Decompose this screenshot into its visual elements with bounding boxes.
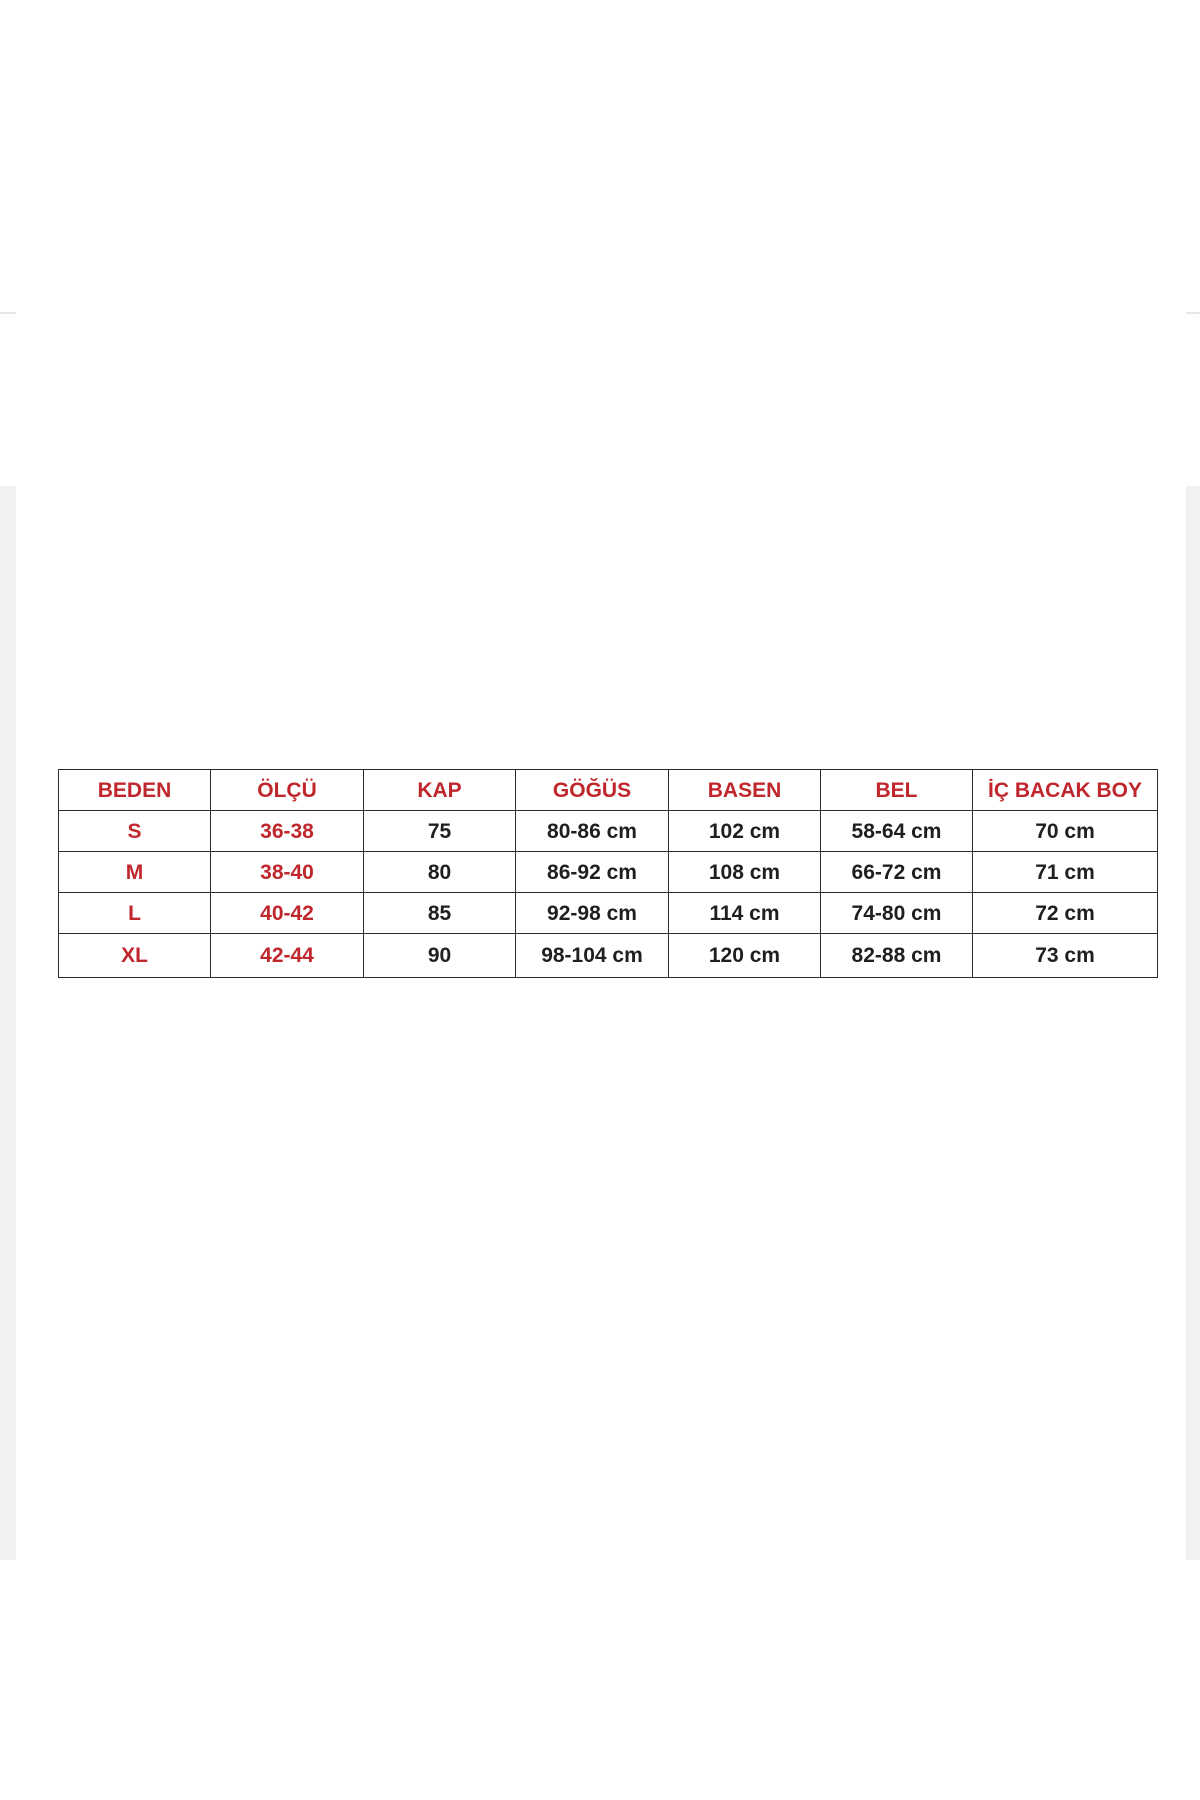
- cell-basen: 120 cm: [669, 934, 821, 978]
- cell-bel: 74-80 cm: [821, 893, 973, 934]
- cell-size: L: [59, 893, 211, 934]
- document-left-edge: [0, 486, 16, 1560]
- cell-kap: 85: [364, 893, 516, 934]
- cell-olcu: 40-42: [211, 893, 364, 934]
- header-olcu: ÖLÇÜ: [211, 770, 364, 811]
- table-row: [59, 852, 1158, 893]
- cell-kap: 80: [364, 852, 516, 893]
- cell-olcu: 36-38: [211, 811, 364, 852]
- header-bel: BEL: [821, 770, 973, 811]
- header-ic-bacak-boy: İÇ BACAK BOY: [973, 770, 1158, 811]
- cell-bel: 66-72 cm: [821, 852, 973, 893]
- cell-bel: 82-88 cm: [821, 934, 973, 978]
- cell-basen: 108 cm: [669, 852, 821, 893]
- cell-gogus: 80-86 cm: [516, 811, 669, 852]
- cell-ic-bacak-boy: 70 cm: [973, 811, 1158, 852]
- document-sheet: [16, 486, 1186, 1560]
- cell-ic-bacak-boy: 73 cm: [973, 934, 1158, 978]
- cell-gogus: 92-98 cm: [516, 893, 669, 934]
- cell-size: S: [59, 811, 211, 852]
- cell-gogus: 98-104 cm: [516, 934, 669, 978]
- cell-size: M: [59, 852, 211, 893]
- cell-basen: 114 cm: [669, 893, 821, 934]
- top-blank-area: [0, 0, 1200, 312]
- cell-kap: 90: [364, 934, 516, 978]
- header-gogus: GÖĞÜS: [516, 770, 669, 811]
- header-basen: BASEN: [669, 770, 821, 811]
- header-kap: KAP: [364, 770, 516, 811]
- cell-gogus: 86-92 cm: [516, 852, 669, 893]
- size-chart-table: [58, 769, 1158, 978]
- cell-bel: 58-64 cm: [821, 811, 973, 852]
- cell-olcu: 38-40: [211, 852, 364, 893]
- cell-basen: 102 cm: [669, 811, 821, 852]
- middle-blank-band: [0, 314, 1200, 486]
- cell-olcu: 42-44: [211, 934, 364, 978]
- table-row: [59, 811, 1158, 852]
- table-row: [59, 893, 1158, 934]
- cell-ic-bacak-boy: 71 cm: [973, 852, 1158, 893]
- table-row: [59, 934, 1158, 978]
- bottom-blank-area: [0, 1560, 1200, 1800]
- cell-ic-bacak-boy: 72 cm: [973, 893, 1158, 934]
- cell-kap: 75: [364, 811, 516, 852]
- document-right-edge: [1186, 486, 1200, 1560]
- header-beden: BEDEN: [59, 770, 211, 811]
- table-header-row: [59, 770, 1158, 811]
- cell-size: XL: [59, 934, 211, 978]
